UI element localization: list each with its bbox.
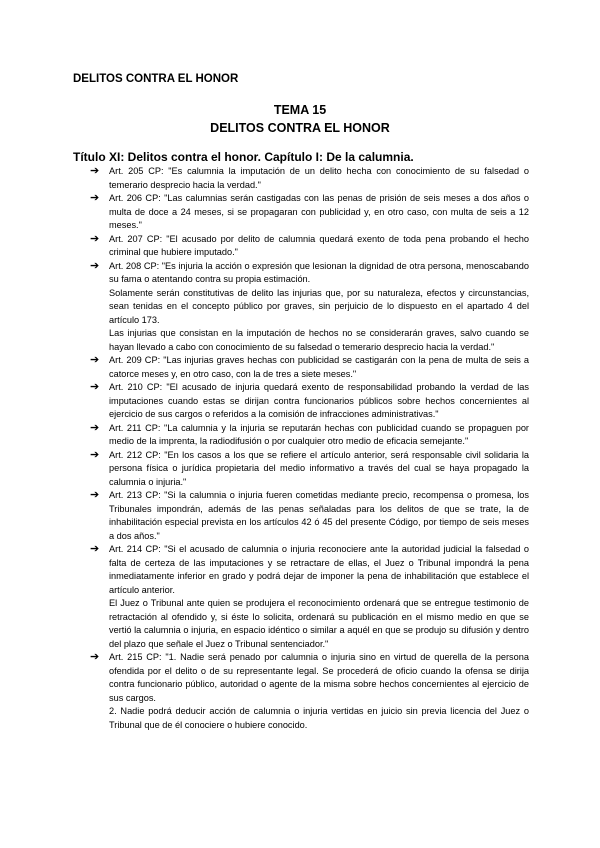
arrow-right-icon: ➔ xyxy=(90,489,100,501)
article-paragraph: Art. 205 CP: "Es calumnia la imputación de un delito hecha con conocimiento de su falsedad o temerario desprecio hacia la verdad." xyxy=(109,166,529,190)
article-paragraph: Las injurias que consistan en la imputación de hechos no se considerarán graves, salvo cuando se hayan llevado a cabo con conocimiento de su falsedad o temerario desprecio hacia la verdad." xyxy=(109,328,529,352)
article-paragraph: Art. 214 CP: "Si el acusado de calumnia o injuria reconociere ante la autoridad judicial la falsedad o falta de certeza de las imputaciones y se retractare de ellas, el Juez o Tribunal impondrá la pena inmediatamente inferior en grado y podrá dejar de imponer la pena de inhabilitación que establece el artículo anterior. xyxy=(109,544,529,595)
tema-title: DELITOS CONTRA EL HONOR xyxy=(210,121,390,135)
article-item xyxy=(90,381,529,422)
section-title: Título XI: Delitos contra el honor. Capítulo I: De la calumnia. xyxy=(73,150,414,164)
article-item xyxy=(90,232,529,260)
arrow-right-icon: ➔ xyxy=(90,381,100,393)
article-list xyxy=(90,165,529,732)
tema-heading xyxy=(0,101,600,137)
article-item xyxy=(90,354,529,381)
article-paragraph: Solamente serán constitutivas de delito las injurias que, por su naturaleza, efectos y circunstancias, sean tenidas en el concepto público por graves, sin perjuicio de lo dispuesto en el apartado 4 del artículo 173. xyxy=(109,287,529,325)
arrow-right-icon: ➔ xyxy=(90,354,100,366)
article-paragraph: Art. 210 CP: "El acusado de injuria quedará exento de responsabilidad probando la verdad de las imputaciones cuando estas se dirijan contra funcionarios públicos sobre hechos concernientes al ejercicio de sus cargos o referidos a la comisión de infracciones administrativas." xyxy=(109,382,529,419)
article-paragraph: Art. 215 CP: "1. Nadie será penado por calumnia o injuria sino en virtud de querella de la persona ofendida por el delito o de su representante legal. Se procederá de oficio cuando la ofensa se dirija contra funcionario público, autoridad o agente de la misma sobre hechos concernientes al ejercicio de sus cargos. xyxy=(109,652,529,703)
arrow-right-icon: ➔ xyxy=(90,165,100,177)
article-item xyxy=(90,421,529,449)
arrow-right-icon: ➔ xyxy=(90,448,100,461)
article-item xyxy=(90,165,529,192)
article-item xyxy=(90,259,529,355)
article-paragraph: Art. 206 CP: "Las calumnias serán castigadas con las penas de prisión de seis meses a dos años o multa de doce a 24 meses, si se propagaran con publicidad y, en otro caso, con multa de seis a 12 meses." xyxy=(109,193,529,230)
arrow-right-icon: ➔ xyxy=(90,192,100,204)
article-item xyxy=(90,543,529,651)
arrow-right-icon: ➔ xyxy=(90,543,100,555)
article-paragraph: Art. 213 CP: "Si la calumnia o injuria fueren cometidas mediante precio, recompensa o promesa, los Tribunales impondrán, además de las penas señaladas para los delitos de que se trate, la de inhabilitación especial prevista en los artículos 42 ó 45 del presente Código, por tiempo de seis meses a dos años." xyxy=(109,490,529,541)
arrow-right-icon: ➔ xyxy=(90,421,100,434)
article-paragraph: El Juez o Tribunal ante quien se produjera el reconocimiento ordenará que se entregue testimonio de retractación al ofendido y, si éste lo solicita, ordenará su publicación en el mismo medio en que se vertió la calumnia o injuria, en espacio idéntico o similar a aquél en que se produjo su difusión y dentro del plazo que señale el Juez o Tribunal sentenciador." xyxy=(109,598,529,649)
article-paragraph: Art. 209 CP: "Las injurias graves hechas con publicidad se castigarán con la pena de multa de seis a catorce meses y, en otro caso, con la de tres a siete meses." xyxy=(109,355,529,379)
article-item xyxy=(90,192,529,233)
article-paragraph: Art. 212 CP: "En los casos a los que se refiere el artículo anterior, será responsable civil solidaria la persona física o jurídica propietaria del medio informativo a través del cual se haya propagado la calumnia o injuria." xyxy=(109,449,529,487)
tema-number: TEMA 15 xyxy=(273,103,327,117)
article-paragraph: Art. 207 CP: "El acusado por delito de calumnia quedará exento de toda pena probando el hecho criminal que hubiere imputado." xyxy=(109,233,529,257)
arrow-right-icon: ➔ xyxy=(90,651,100,663)
article-paragraph: 2. Nadie podrá deducir acción de calumnia o injuria vertidas en juicio sin previa licencia del Juez o Tribunal que de él conociere o hubiere conocido. xyxy=(109,706,529,730)
arrow-right-icon: ➔ xyxy=(90,259,100,272)
article-paragraph: Art. 208 CP: "Es injuria la acción o expresión que lesionan la dignidad de otra persona, menoscabando su fama o atentando contra su propia estimación. xyxy=(109,260,529,284)
article-item xyxy=(90,489,529,543)
article-paragraph: Art. 211 CP: "La calumnia y la injuria se reputarán hechas con publicidad cuando se propaguen por medio de la imprenta, la radiodifusión o por cualquier otro medio de eficacia semejante." xyxy=(109,422,529,446)
article-item xyxy=(90,448,529,490)
document-header: DELITOS CONTRA EL HONOR xyxy=(73,73,239,85)
arrow-right-icon: ➔ xyxy=(90,232,100,245)
article-item xyxy=(90,651,529,732)
